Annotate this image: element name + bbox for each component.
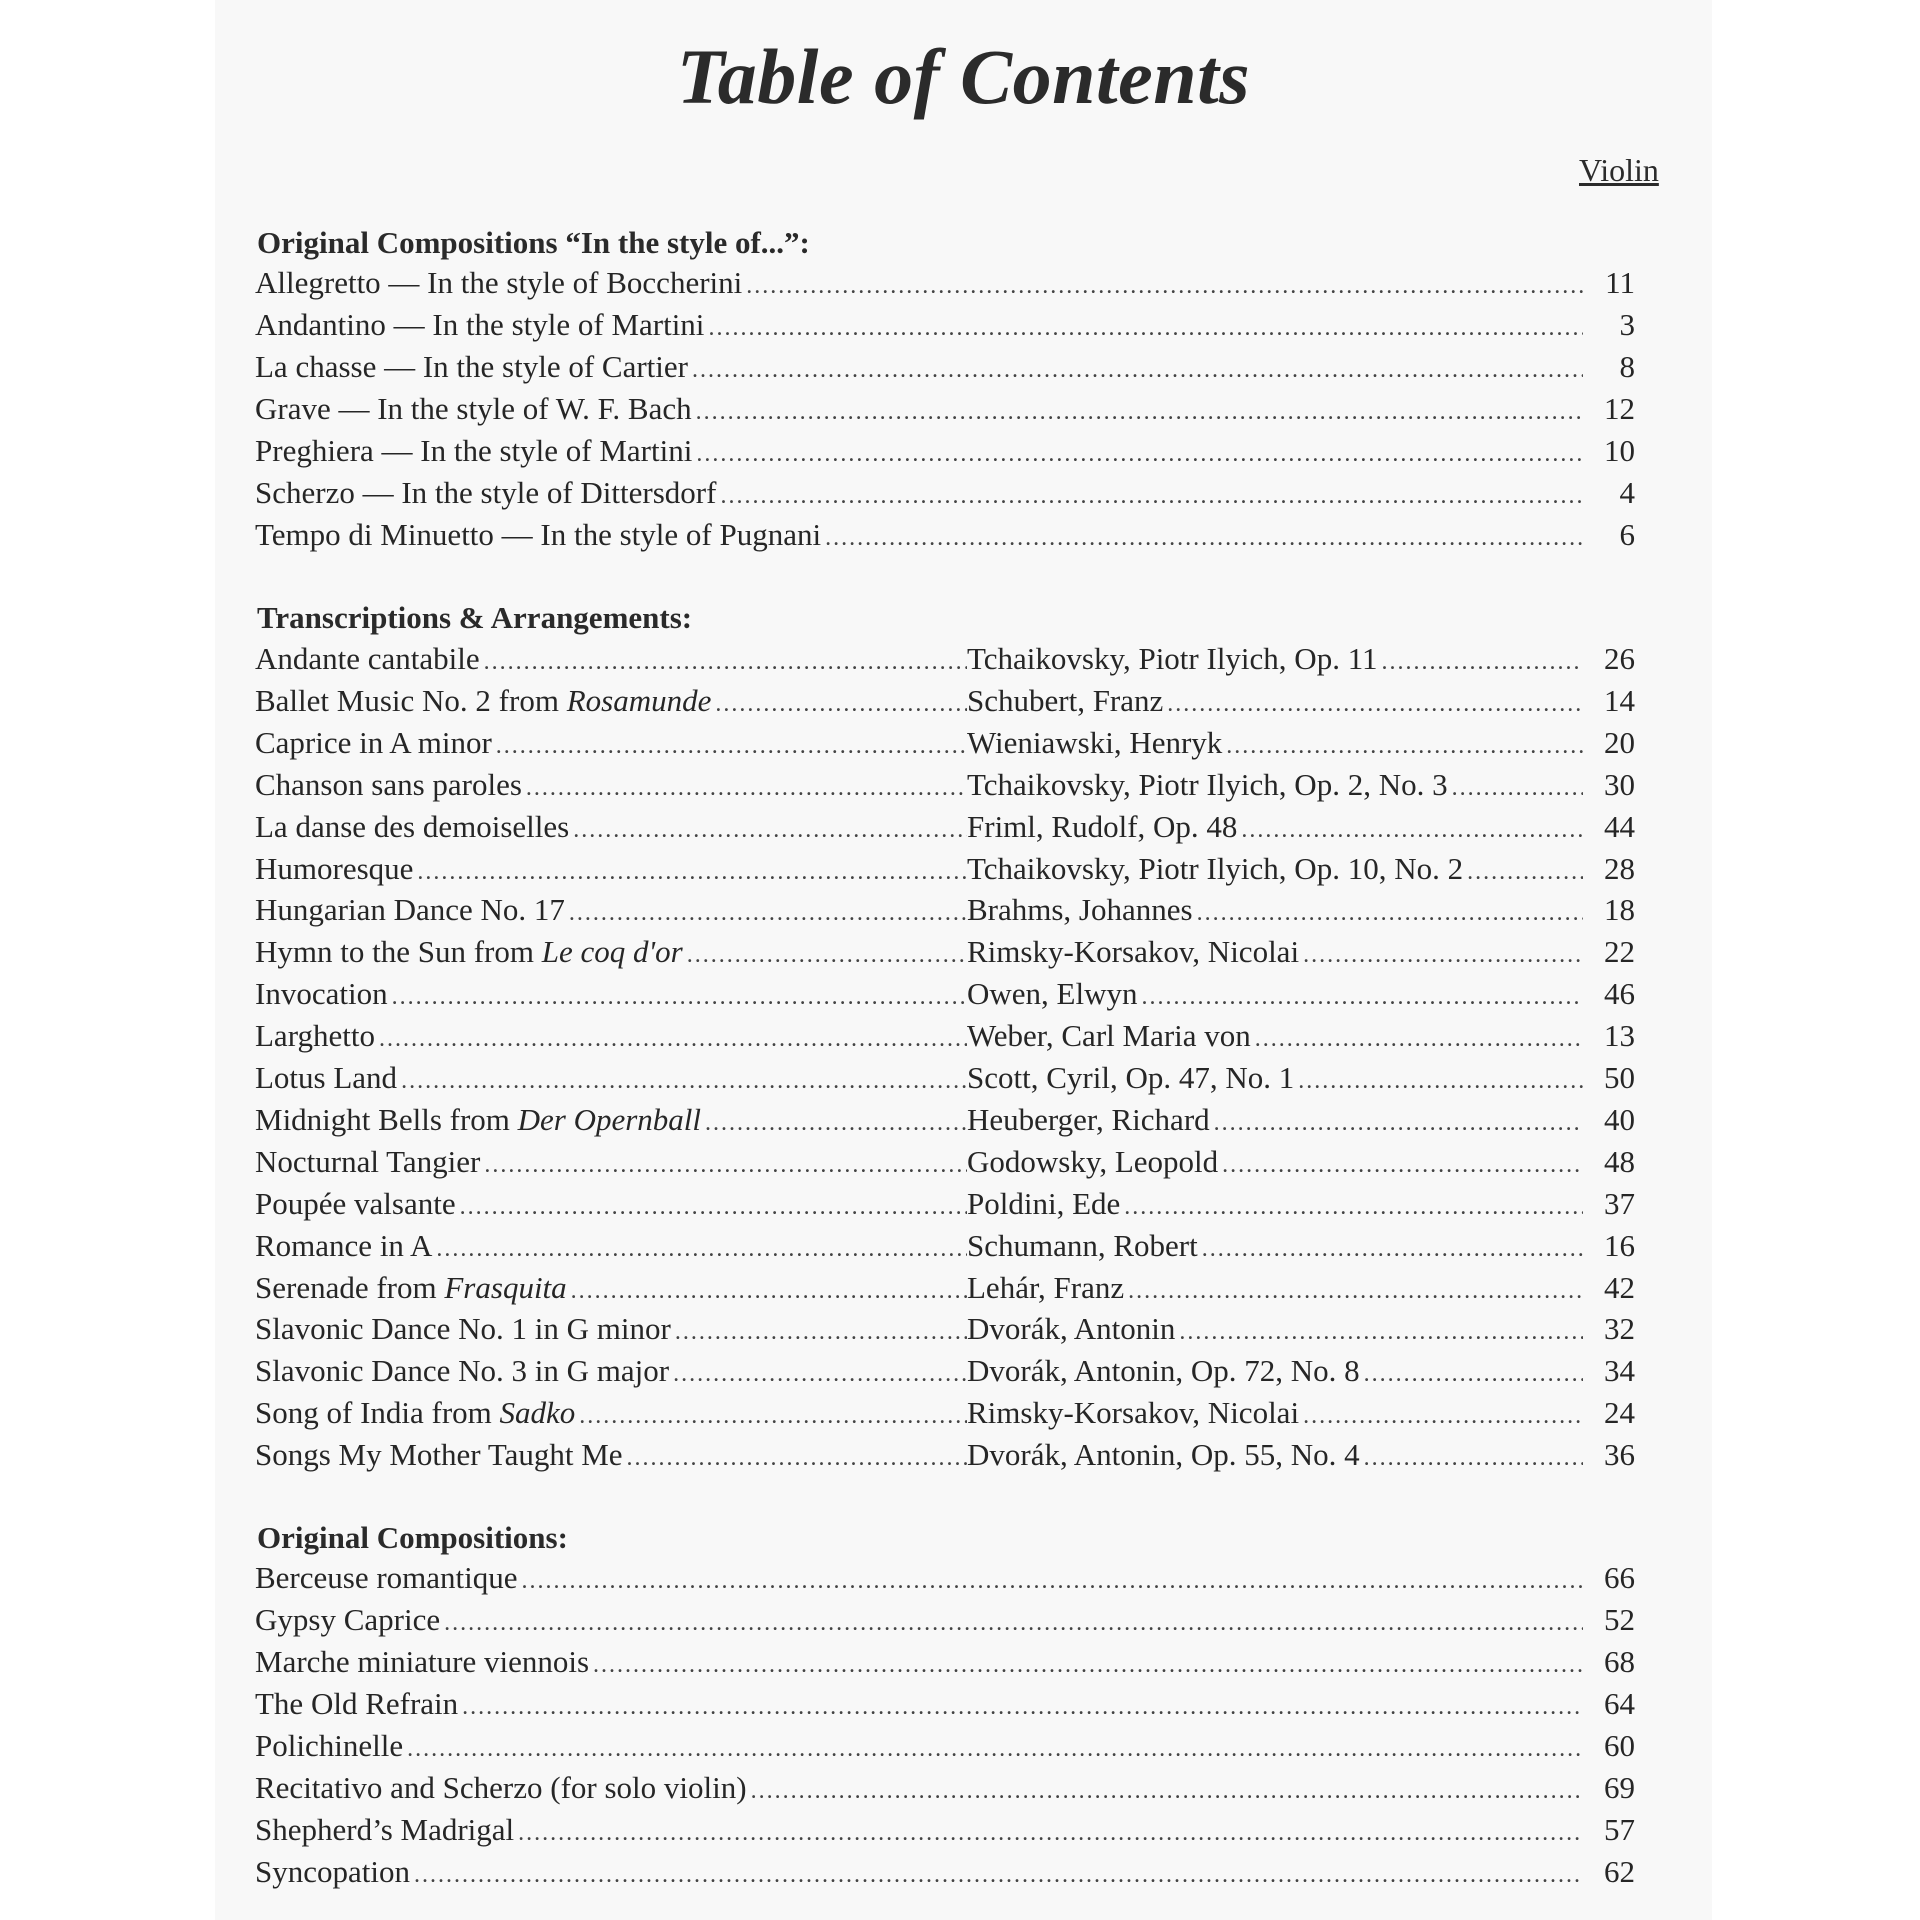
toc-entry[interactable] <box>255 517 1635 557</box>
entry-composer: Tchaikovsky, Piotr Ilyich, Op. 10, No. 2 <box>967 851 1464 886</box>
entry-page: 46 <box>1604 976 1635 1011</box>
entry-title-italic: Le coq d'or <box>541 934 683 969</box>
toc-entry[interactable] <box>255 1228 1635 1268</box>
page <box>215 0 1712 1920</box>
entry-page: 40 <box>1604 1102 1635 1137</box>
toc-entry[interactable] <box>255 433 1635 473</box>
entry-page: 57 <box>1604 1812 1635 1847</box>
entry-title-italic: Frasquita <box>444 1270 567 1305</box>
entry-composer: Tchaikovsky, Piotr Ilyich, Op. 2, No. 3 <box>967 767 1448 802</box>
toc-entry[interactable] <box>255 1018 1635 1058</box>
entry-composer: Schubert, Franz <box>967 683 1164 718</box>
entry-page: 24 <box>1604 1395 1635 1430</box>
entry-title: Andante cantabile <box>255 641 480 676</box>
toc-entry[interactable] <box>255 1144 1635 1184</box>
entry-page: 30 <box>1604 767 1635 802</box>
toc-entry[interactable] <box>255 1602 1635 1642</box>
toc-entry[interactable] <box>255 976 1635 1016</box>
entry-title: The Old Refrain <box>255 1686 459 1721</box>
entry-composer: Dvorák, Antonin <box>967 1311 1176 1346</box>
toc-entry[interactable] <box>255 1060 1635 1100</box>
entry-page: 26 <box>1604 641 1635 676</box>
entry-page: 42 <box>1604 1270 1635 1305</box>
entry-page: 10 <box>1604 433 1635 468</box>
entry-title: Tempo di Minuetto — In the style of Pugnani <box>255 517 822 552</box>
entry-composer: Owen, Elwyn <box>967 976 1138 1011</box>
toc-entry[interactable] <box>255 1437 1635 1477</box>
toc-entry[interactable] <box>255 1812 1635 1852</box>
entry-page: 16 <box>1604 1228 1635 1263</box>
toc-entry[interactable] <box>255 641 1635 681</box>
entry-title-italic: Rosamunde <box>566 683 712 718</box>
entry-title: Polichinelle <box>255 1728 404 1763</box>
entry-title: Shepherd’s Madrigal <box>255 1812 515 1847</box>
toc-entry[interactable] <box>255 809 1635 849</box>
entry-page: 44 <box>1604 809 1635 844</box>
entry-page: 13 <box>1604 1018 1635 1053</box>
entry-title: Humoresque <box>255 851 414 886</box>
entry-composer: Weber, Carl Maria von <box>967 1018 1251 1053</box>
section-heading: Original Compositions “In the style of...”: <box>257 225 810 260</box>
entry-page: 12 <box>1604 391 1635 426</box>
toc-entry[interactable] <box>255 265 1635 305</box>
toc-entry[interactable] <box>255 1353 1635 1393</box>
entry-title-italic: Der Opernball <box>517 1102 702 1137</box>
entry-title: Chanson sans paroles <box>255 767 522 802</box>
entry-page: 22 <box>1604 934 1635 969</box>
entry-title: Romance in A <box>255 1228 433 1263</box>
entry-composer: Lehár, Franz <box>967 1270 1125 1305</box>
entry-page: 8 <box>1619 349 1635 384</box>
entry-page: 34 <box>1604 1353 1635 1388</box>
entry-title: Gypsy Caprice <box>255 1602 441 1637</box>
toc-entry[interactable] <box>255 1311 1635 1351</box>
toc-entry[interactable] <box>255 851 1635 891</box>
entry-page: 32 <box>1604 1311 1635 1346</box>
entry-page: 20 <box>1604 725 1635 760</box>
toc-entry[interactable] <box>255 1395 1635 1435</box>
toc-entry[interactable] <box>255 1560 1635 1600</box>
entry-page: 68 <box>1604 1644 1635 1679</box>
entry-title: Songs My Mother Taught Me <box>255 1437 623 1472</box>
entry-page: 69 <box>1604 1770 1635 1805</box>
entry-title: Grave — In the style of W. F. Bach <box>255 391 692 426</box>
entry-title: Preghiera — In the style of Martini <box>255 433 693 468</box>
entry-composer: Scott, Cyril, Op. 47, No. 1 <box>967 1060 1295 1095</box>
entry-composer: Dvorák, Antonin, Op. 55, No. 4 <box>967 1437 1360 1472</box>
entry-title: Song of India from <box>255 1395 492 1430</box>
entry-composer: Dvorák, Antonin, Op. 72, No. 8 <box>967 1353 1360 1388</box>
entry-title: Invocation <box>255 976 388 1011</box>
entry-title: Caprice in A minor <box>255 725 492 760</box>
entry-title: Larghetto <box>255 1018 375 1053</box>
entry-title: Ballet Music No. 2 from <box>255 683 559 718</box>
entry-page: 6 <box>1619 517 1635 552</box>
entry-title: Recitativo and Scherzo (for solo violin) <box>255 1770 747 1805</box>
entry-page: 66 <box>1604 1560 1635 1595</box>
entry-composer: Schumann, Robert <box>967 1228 1198 1263</box>
entry-title: Nocturnal Tangier <box>255 1144 481 1179</box>
entry-title: Lotus Land <box>255 1060 398 1095</box>
toc-entry[interactable] <box>255 1854 1635 1894</box>
entry-title: Hymn to the Sun from <box>255 934 534 969</box>
toc-entry[interactable] <box>255 475 1635 515</box>
entry-title: Syncopation <box>255 1854 410 1889</box>
entry-page: 64 <box>1604 1686 1635 1721</box>
page-title: Table of Contents <box>676 33 1251 120</box>
entry-title: Slavonic Dance No. 3 in G major <box>255 1353 670 1388</box>
entry-page: 18 <box>1604 892 1635 927</box>
toc-entry[interactable] <box>255 1728 1635 1768</box>
section-heading: Original Compositions: <box>257 1520 568 1555</box>
entry-composer: Brahms, Johannes <box>967 892 1193 927</box>
toc-entry[interactable] <box>255 934 1635 974</box>
entry-composer: Rimsky-Korsakov, Nicolai <box>967 1395 1300 1430</box>
entry-title: Andantino — In the style of Martini <box>255 307 705 342</box>
entry-title: Scherzo — In the style of Dittersdorf <box>255 475 717 510</box>
entry-page: 50 <box>1604 1060 1635 1095</box>
entry-composer: Heuberger, Richard <box>967 1102 1210 1137</box>
entry-composer: Friml, Rudolf, Op. 48 <box>967 809 1238 844</box>
toc-entry[interactable] <box>255 1270 1635 1310</box>
entry-page: 36 <box>1604 1437 1635 1472</box>
entry-page: 3 <box>1619 307 1635 342</box>
entry-page: 52 <box>1604 1602 1635 1637</box>
entry-page: 62 <box>1604 1854 1635 1889</box>
entry-title: Midnight Bells from <box>255 1102 510 1137</box>
entry-title: Marche miniature viennois <box>255 1644 590 1679</box>
toc-entry[interactable] <box>255 683 1635 723</box>
entry-page: 28 <box>1604 851 1635 886</box>
toc-entry[interactable] <box>255 1770 1635 1810</box>
column-label-violin: Violin <box>1579 152 1659 188</box>
toc-entry[interactable] <box>255 725 1635 765</box>
toc-entry[interactable] <box>255 349 1635 389</box>
entry-title: Berceuse romantique <box>255 1560 518 1595</box>
entry-title-italic: Sadko <box>499 1395 576 1430</box>
entry-page: 48 <box>1604 1144 1635 1179</box>
entry-composer: Poldini, Ede <box>967 1186 1121 1221</box>
entry-composer: Wieniawski, Henryk <box>967 725 1223 760</box>
entry-page: 60 <box>1604 1728 1635 1763</box>
toc-entry[interactable] <box>255 1644 1635 1684</box>
entry-title: Allegretto — In the style of Boccherini <box>255 265 743 300</box>
toc-entry[interactable] <box>255 767 1635 807</box>
section-heading: Transcriptions & Arrangements: <box>257 600 693 635</box>
entry-title: La chasse — In the style of Cartier <box>255 349 688 384</box>
toc-entry[interactable] <box>255 1186 1635 1226</box>
toc-entry[interactable] <box>255 391 1635 431</box>
toc-entry[interactable] <box>255 892 1635 932</box>
entry-title: Serenade from <box>255 1270 437 1305</box>
entry-composer: Tchaikovsky, Piotr Ilyich, Op. 11 <box>967 641 1378 676</box>
entry-page: 14 <box>1604 683 1635 718</box>
toc-entry[interactable] <box>255 1102 1635 1142</box>
entry-composer: Godowsky, Leopold <box>967 1144 1219 1179</box>
entry-page: 4 <box>1619 475 1635 510</box>
toc-entry[interactable] <box>255 1686 1635 1726</box>
entry-title: Poupée valsante <box>255 1186 456 1221</box>
entry-title: La danse des demoiselles <box>255 809 570 844</box>
entry-composer: Rimsky-Korsakov, Nicolai <box>967 934 1300 969</box>
entry-page: 11 <box>1605 265 1635 300</box>
entry-title: Slavonic Dance No. 1 in G minor <box>255 1311 671 1346</box>
entry-page: 37 <box>1604 1186 1635 1221</box>
entry-title: Hungarian Dance No. 17 <box>255 892 565 927</box>
toc-entry[interactable] <box>255 307 1635 347</box>
